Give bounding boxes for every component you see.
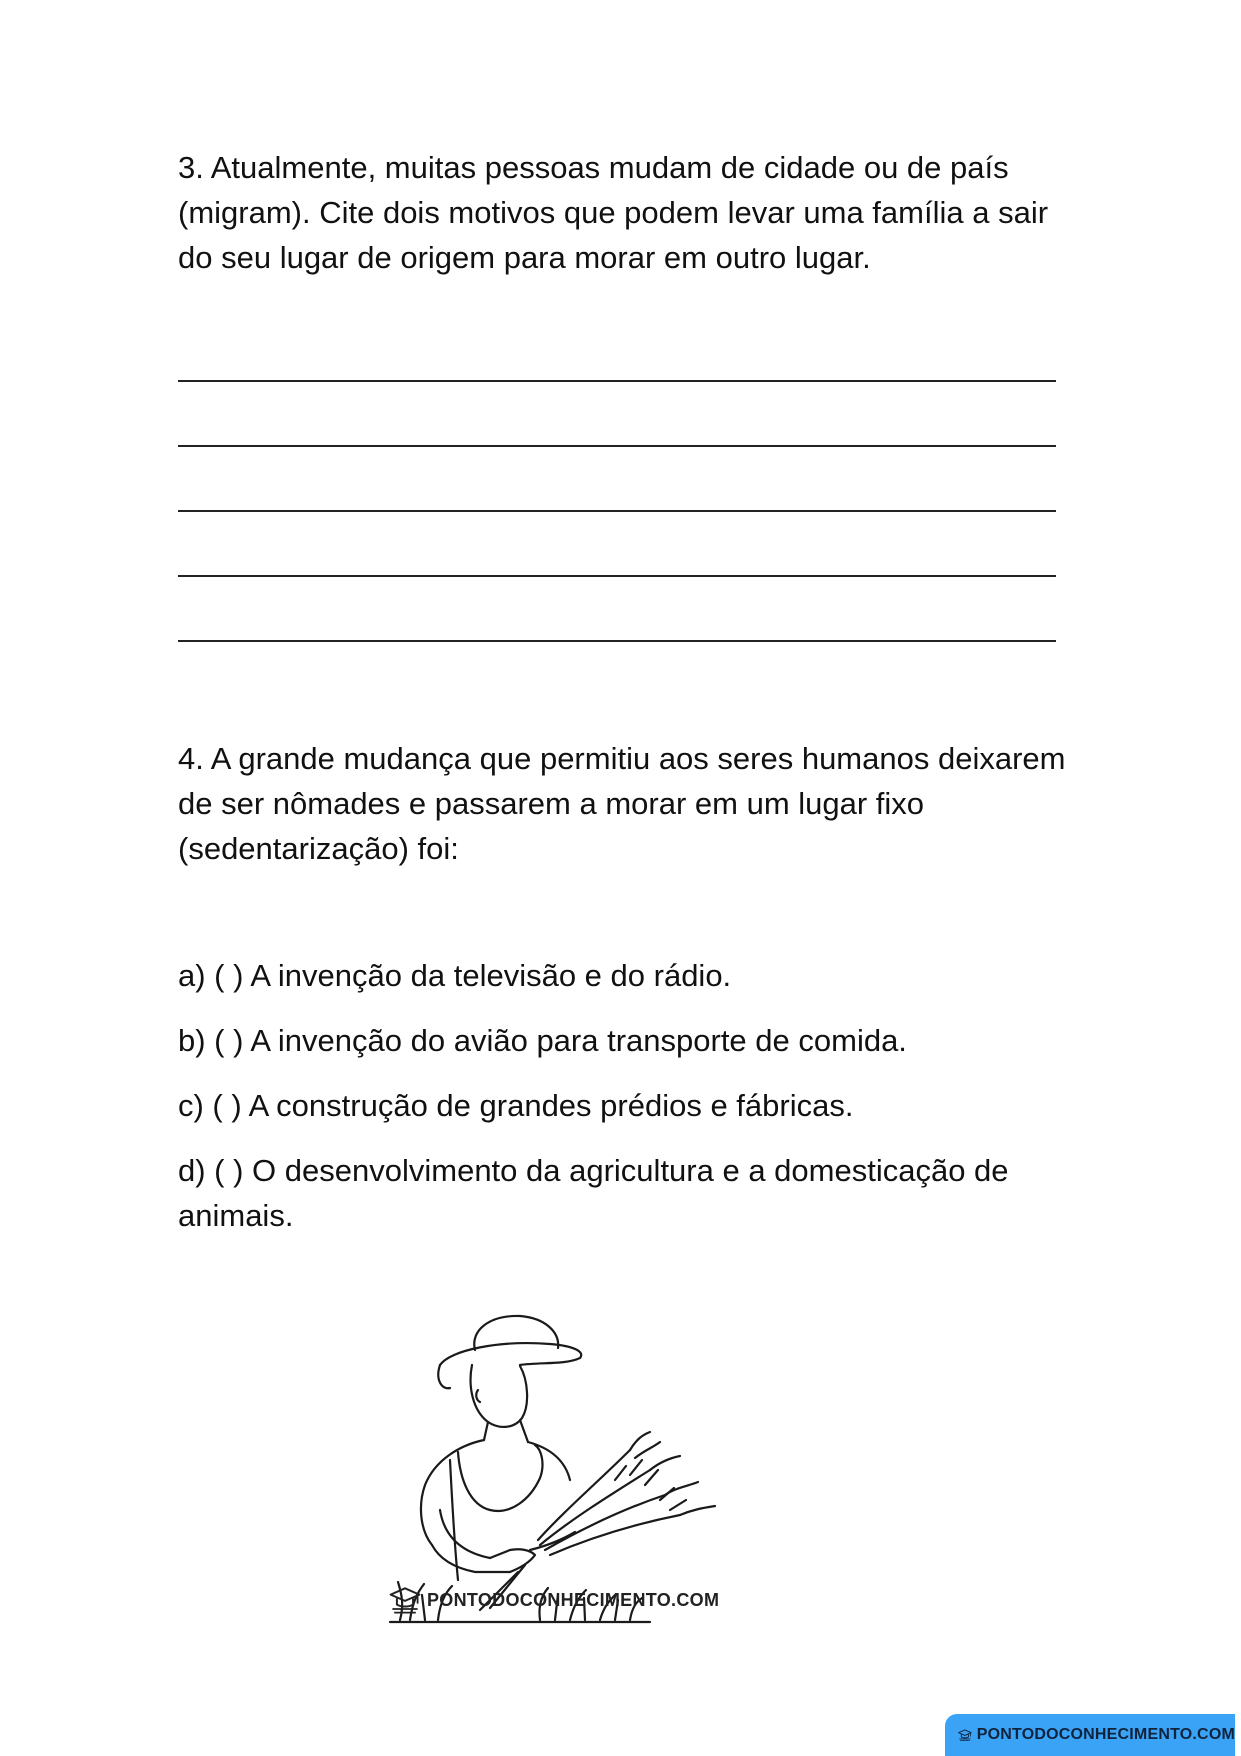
- watermark: [387, 1580, 719, 1620]
- graduation-cap-icon: [387, 1582, 423, 1618]
- option-a[interactable]: a) ( ) A invenção da televisão e do rádio.: [178, 958, 732, 993]
- question-4-text: 4. A grande mudança que permitiu aos seres humanos deixarem de ser nômades e passarem a morar em um lugar fixo (sedentarização) foi:: [178, 741, 1066, 866]
- site-badge[interactable]: [945, 1714, 1235, 1756]
- answer-line[interactable]: [178, 445, 1056, 447]
- answer-line[interactable]: [178, 575, 1056, 577]
- answer-line[interactable]: [178, 640, 1056, 642]
- badge-text: PONTODOCONHECIMENTO.COM: [976, 1726, 1235, 1743]
- option-b[interactable]: b) ( ) A invenção do avião para transporte de comida.: [178, 1023, 907, 1058]
- option-d[interactable]: d) ( ) O desenvolvimento da agricultura e a domesticação de animais.: [178, 1153, 1009, 1233]
- watermark-text: PONTODOCONHECIMENTO.COM: [427, 1589, 720, 1610]
- answer-line[interactable]: [178, 380, 1056, 382]
- option-c[interactable]: c) ( ) A construção de grandes prédios e fábricas.: [178, 1088, 854, 1123]
- answer-line[interactable]: [178, 510, 1056, 512]
- question-3-text: 3. Atualmente, muitas pessoas mudam de cidade ou de país (migram). Cite dois motivos que podem levar uma família a sair do seu lugar de origem para morar em outro lugar.: [178, 150, 1049, 275]
- graduation-cap-icon: [957, 1720, 973, 1750]
